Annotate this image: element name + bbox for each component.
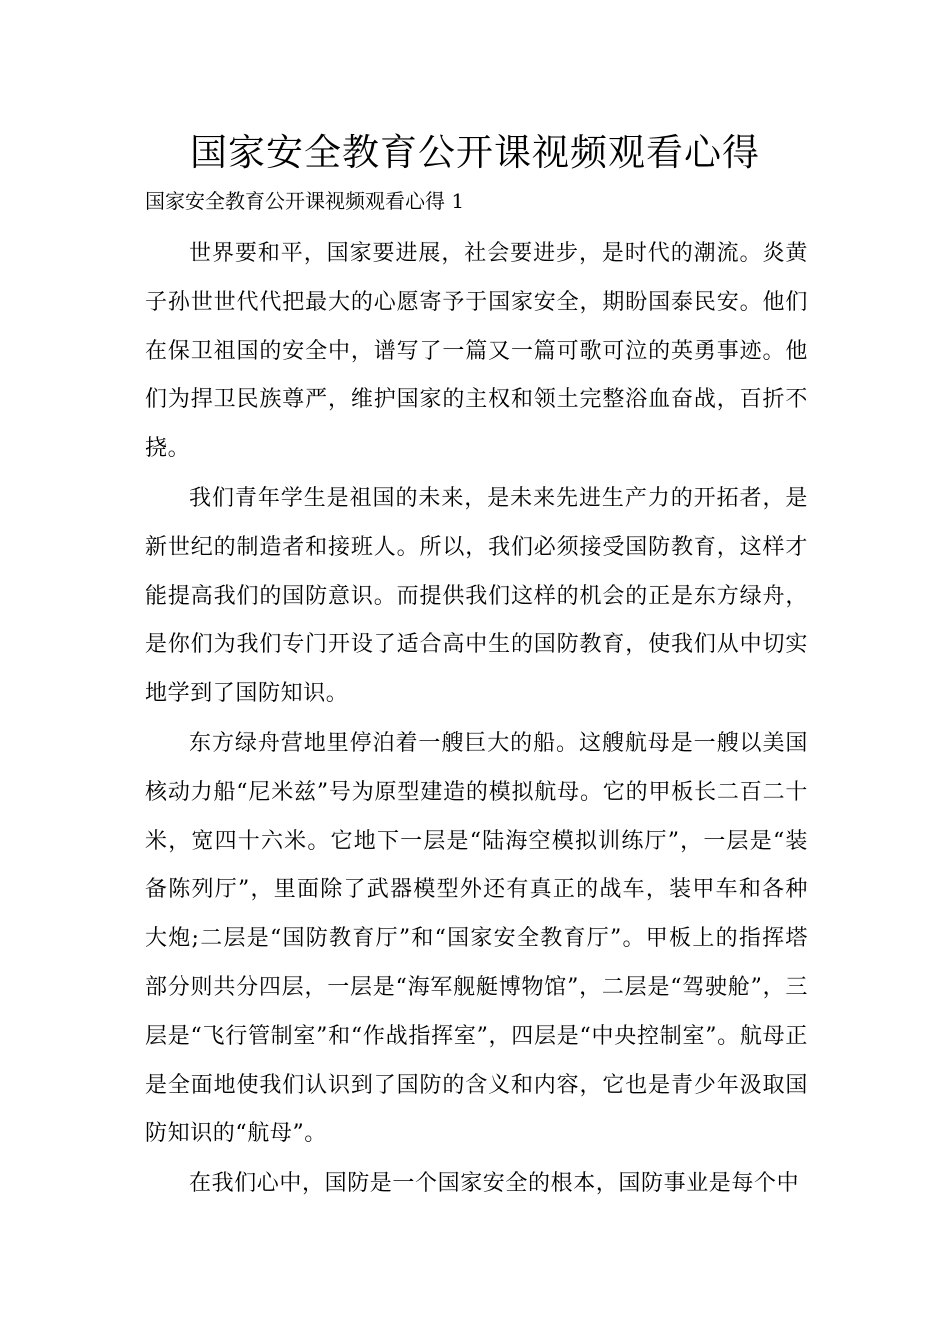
paragraph-1: 世界要和平，国家要进展，社会要进步，是时代的潮流。炎黄子孙世世代代把最大的心愿寄予于国家安全，期盼国泰民安。他们在保卫祖国的安全中，谱写了一篇又一篇可歌可泣的英勇事迹。他们为捍卫民族尊严，维护国家的主权和领土完整浴血奋战，百折不挠。 (145, 241, 808, 462)
document-body (145, 230, 808, 1210)
document-subtitle: 国家安全教育公开课视频观看心得 1 (145, 189, 465, 213)
paragraph-3: 东方绿舟营地里停泊着一艘巨大的船。这艘航母是一艘以美国核动力船“尼米兹”号为原型建造的模拟航母。它的甲板长二百二十米，宽四十六米。它地下一层是“陆海空模拟训练厅”，一层是“装备陈列厅”，里面除了武器模型外还有真正的战车，装甲车和各种大炮;二层是“国防教育厅”和“国家安全教育厅”。甲板上的指挥塔部分则共分四层，一层是“海军舰艇博物馆”，二层是“驾驶舱”，三层是“飞行管制室”和“作战指挥室”，四层是“中央控制室”。航母正是全面地使我们认识到了国防的含义和内容，它也是青少年汲取国防知识的“航母”。 (145, 730, 808, 1147)
paragraph-2: 我们青年学生是祖国的未来，是未来先进生产力的开拓者，是新世纪的制造者和接班人。所以，我们必须接受国防教育，这样才能提高我们的国防意识。而提供我们这样的机会的正是东方绿舟，是你们为我们专门开设了适合高中生的国防教育，使我们从中切实地学到了国防知识。 (145, 485, 808, 707)
paragraph-4: 在我们心中，国防是一个国家安全的根本，国防事业是每个中 (189, 1171, 800, 1197)
document-title: 国家安全教育公开课视频观看心得 (190, 131, 760, 174)
